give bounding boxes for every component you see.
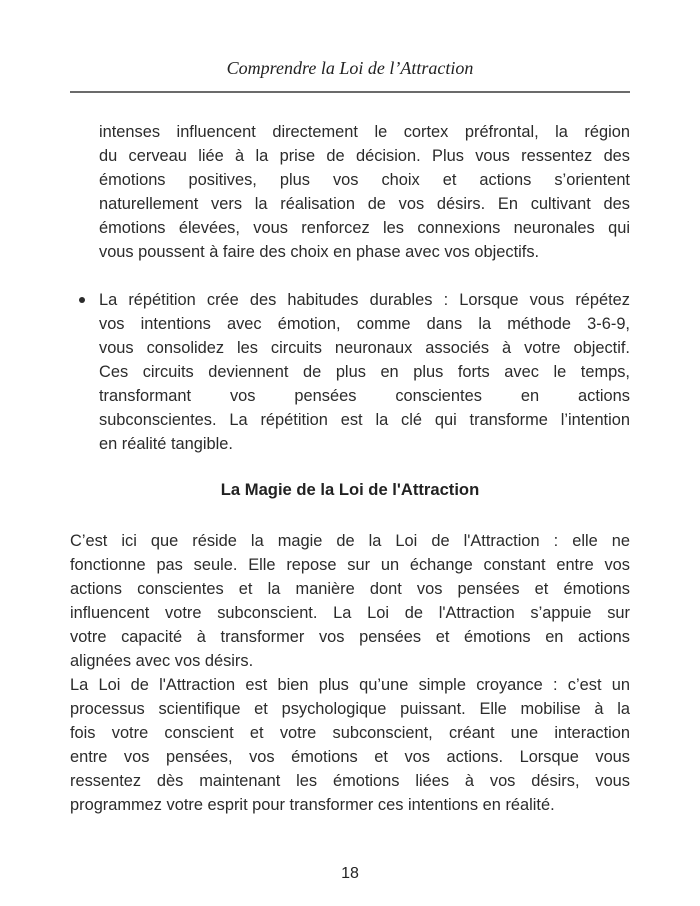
text-line: La répétition crée des habitudes durables : Lorsque vous répétez	[99, 291, 630, 309]
text-line: actions conscientes et la manière dont vos pensées et émotions	[70, 580, 630, 598]
text-line: programmez votre esprit pour transformer ces intentions en réalité.	[70, 796, 555, 814]
text-line: La Loi de l'Attraction est bien plus qu’une simple croyance : c’est un	[70, 676, 630, 694]
bullet-icon	[79, 297, 85, 303]
text-line: en réalité tangible.	[99, 435, 233, 453]
paragraph	[70, 529, 630, 673]
text-line: Ces circuits deviennent de plus en plus forts avec le temps,	[99, 363, 630, 381]
paragraph	[70, 673, 630, 817]
text-line: C’est ici que réside la magie de la Loi de l'Attraction : elle ne	[70, 532, 630, 550]
text-line: émotions élevées, vous renforcez les connexions neuronales qui	[99, 219, 630, 237]
bullet-item	[99, 288, 630, 456]
text-line: entre vos pensées, vos émotions et vos actions. Lorsque vous	[70, 748, 630, 766]
header-divider	[70, 91, 630, 93]
page-number: 18	[341, 865, 359, 882]
text-line: fois votre conscient et votre subconscient, créant une interaction	[70, 724, 630, 742]
text-line: naturellement vers la réalisation de vos désirs. En cultivant des	[99, 195, 630, 213]
text-line: du cerveau liée à la prise de décision. Plus vous ressentez des	[99, 147, 630, 165]
text-line: intenses influencent directement le cortex préfrontal, la région	[99, 123, 630, 141]
text-line: processus scientifique et psychologique puissant. Elle mobilise à la	[70, 700, 630, 718]
text-line: influencent votre subconscient. La Loi de l'Attraction s’appuie sur	[70, 604, 630, 622]
text-line: émotions positives, plus vos choix et actions s’orientent	[99, 171, 630, 189]
running-header: Comprendre la Loi de l’Attraction	[226, 58, 474, 78]
text-line: fonctionne pas seule. Elle repose sur un échange constant entre vos	[70, 556, 630, 574]
text-line: vos intentions avec émotion, comme dans la méthode 3-6-9,	[99, 315, 630, 333]
text-line: alignées avec vos désirs.	[70, 652, 254, 670]
text-line: votre capacité à transformer vos pensées et émotions en actions	[70, 628, 630, 646]
text-line: ressentez dès maintenant les émotions liées à vos désirs, vous	[70, 772, 630, 790]
text-line: subconscientes. La répétition est la clé qui transforme l’intention	[99, 411, 630, 429]
section-heading: La Magie de la Loi de l'Attraction	[220, 480, 480, 499]
text-line: vous consolidez les circuits neuronaux associés à votre objectif.	[99, 339, 630, 357]
text-line: transformant vos pensées conscientes en actions	[99, 387, 630, 405]
text-line: vous poussent à faire des choix en phase avec vos objectifs.	[99, 243, 540, 261]
paragraph-continued	[99, 120, 630, 264]
